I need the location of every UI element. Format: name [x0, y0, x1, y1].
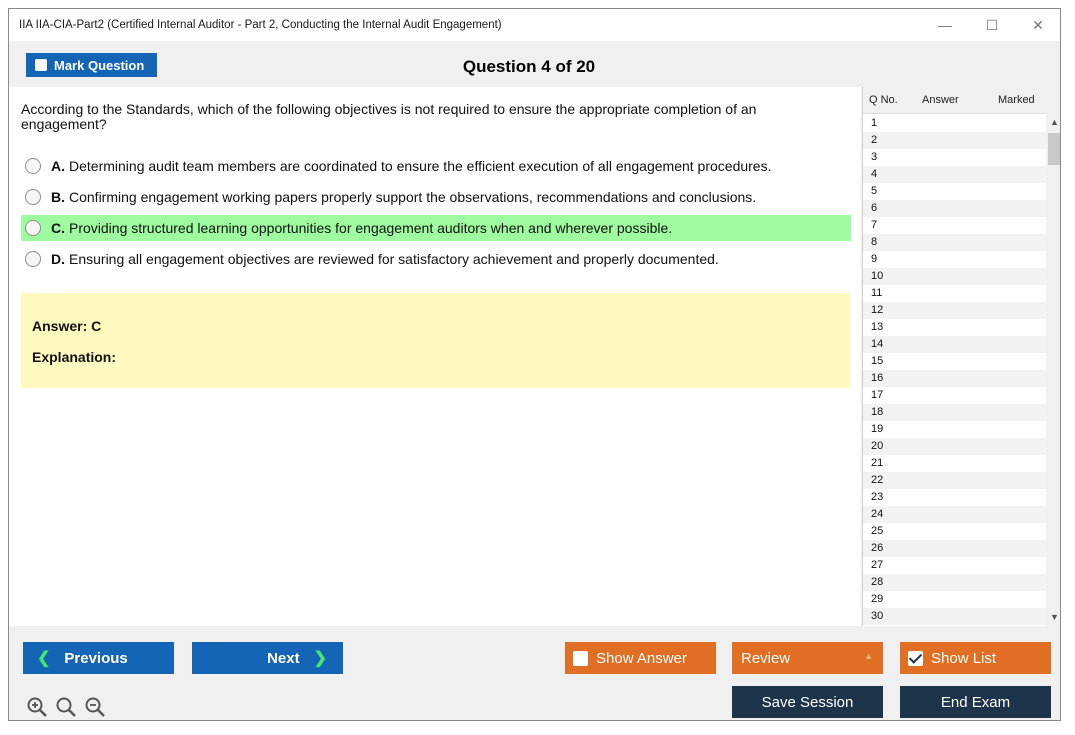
question-list-row[interactable]: 13 [871, 321, 884, 333]
maximize-icon[interactable]: ☐ [985, 17, 999, 33]
minimize-icon[interactable]: — [938, 17, 952, 33]
zoom-reset-icon[interactable] [55, 696, 77, 718]
option-letter: D. [51, 251, 65, 267]
title-bar [9, 9, 1060, 41]
question-list-row[interactable]: 23 [871, 491, 884, 503]
qno-header: Q No. [869, 94, 898, 106]
radio-button[interactable] [25, 189, 41, 205]
question-list-row[interactable]: 4 [863, 166, 1046, 183]
question-list-row[interactable]: 14 [863, 336, 1046, 353]
question-list-row[interactable]: 1 [871, 117, 878, 129]
checkbox-icon[interactable] [908, 651, 923, 666]
chevron-down-icon: ▲ [864, 651, 873, 661]
save-session-button[interactable] [732, 686, 883, 718]
question-list-row[interactable]: 24 [863, 506, 1046, 523]
checkbox-icon[interactable] [573, 651, 588, 666]
question-list-row[interactable]: 25 [871, 525, 884, 537]
option-b[interactable] [21, 184, 851, 210]
option-letter: B. [51, 189, 65, 205]
checkbox-icon [35, 59, 47, 71]
question-list-row[interactable]: 16 [863, 370, 1046, 387]
end-exam-label: End Exam [940, 693, 1011, 711]
scroll-up-icon[interactable]: ▲ [1050, 117, 1059, 127]
review-dropdown[interactable] [732, 642, 883, 674]
question-list-row[interactable]: 28 [863, 574, 1046, 591]
zoom-in-icon[interactable] [26, 696, 48, 718]
question-list-row[interactable]: 5 [871, 185, 878, 197]
radio-button[interactable] [25, 220, 41, 236]
previous-label: Previous [64, 649, 128, 667]
chevron-left-icon: ❮ [37, 650, 51, 667]
window-title: IIA IIA-CIA-Part2 (Certified Internal Auditor - Part 2, Conducting the Internal Audit Engagement) [19, 19, 502, 31]
show-answer-button[interactable] [565, 642, 716, 674]
radio-button[interactable] [25, 251, 41, 267]
question-list-row[interactable]: 9 [871, 253, 878, 265]
question-list-row[interactable]: 17 [871, 389, 884, 401]
question-list-row[interactable]: 21 [871, 457, 884, 469]
zoom-out-icon[interactable] [84, 696, 106, 718]
explanation-label: Explanation: [32, 349, 117, 365]
question-list-row[interactable]: 3 [871, 151, 878, 163]
question-list-row[interactable]: 7 [871, 219, 878, 231]
question-list-row[interactable]: 19 [871, 423, 884, 435]
review-label: Review [741, 649, 791, 667]
option-text: Ensuring all engagement objectives are reviewed for satisfactory achievement and properly documented. [69, 251, 719, 267]
end-exam-button[interactable] [900, 686, 1051, 718]
option-letter: A. [51, 158, 65, 174]
question-list-scrollbar[interactable] [1046, 113, 1061, 626]
show-list-button[interactable] [900, 642, 1051, 674]
question-list-rows [863, 115, 1046, 625]
scroll-thumb[interactable] [1048, 133, 1061, 165]
answer-box [21, 293, 850, 388]
option-c[interactable] [21, 215, 851, 241]
next-label: Next [267, 649, 300, 667]
question-list-row[interactable]: 11 [871, 287, 883, 299]
show-list-label: Show List [931, 649, 997, 667]
answer-label: Answer: C [32, 318, 102, 334]
app-window [8, 8, 1061, 721]
question-list-header [863, 87, 1061, 114]
question-list-panel [862, 87, 1061, 626]
question-list-row[interactable]: 26 [863, 540, 1046, 557]
question-list-row[interactable]: 22 [863, 472, 1046, 489]
scroll-down-icon[interactable]: ▼ [1050, 612, 1059, 622]
question-counter: Question 4 of 20 [462, 57, 596, 76]
mark-question-button[interactable] [26, 53, 157, 77]
question-list-row[interactable]: 10 [863, 268, 1046, 285]
question-list-row[interactable]: 18 [863, 404, 1046, 421]
next-button[interactable] [192, 642, 343, 674]
option-text: Determining audit team members are coordinated to ensure the efficient execution of all engagement procedures. [69, 158, 772, 174]
option-text: Providing structured learning opportunities for engagement auditors when and wherever possible. [69, 220, 673, 236]
chevron-right-icon: ❯ [313, 650, 327, 667]
answer-header: Answer [922, 94, 959, 106]
close-icon[interactable]: ✕ [1032, 17, 1044, 33]
show-answer-label: Show Answer [596, 649, 687, 667]
question-list-row[interactable]: 6 [863, 200, 1046, 217]
question-list-row[interactable]: 15 [871, 355, 884, 367]
question-list-row[interactable]: 12 [863, 302, 1046, 319]
radio-button[interactable] [25, 158, 41, 174]
previous-button[interactable] [23, 642, 174, 674]
option-a[interactable] [21, 153, 851, 179]
question-list-row[interactable]: 8 [863, 234, 1046, 251]
option-letter: C. [51, 220, 65, 236]
question-header [9, 41, 1060, 87]
save-session-label: Save Session [761, 693, 854, 711]
question-list-row[interactable]: 2 [863, 132, 1046, 149]
question-list-row[interactable]: 30 [863, 608, 1046, 625]
footer-toolbar [9, 626, 1060, 721]
question-panel [9, 87, 861, 626]
mark-question-label: Mark Question [54, 57, 145, 73]
question-text: According to the Standards, which of the following objectives is not required to ensure the appropriate completion of an engagement? [21, 101, 757, 132]
option-d[interactable] [21, 246, 851, 272]
marked-header: Marked [998, 94, 1035, 106]
question-list-row[interactable]: 27 [871, 559, 884, 571]
option-text: Confirming engagement working papers properly support the observations, recommendations and conclusions. [69, 189, 757, 205]
question-list-row[interactable]: 20 [863, 438, 1046, 455]
question-list-row[interactable]: 29 [871, 593, 884, 605]
